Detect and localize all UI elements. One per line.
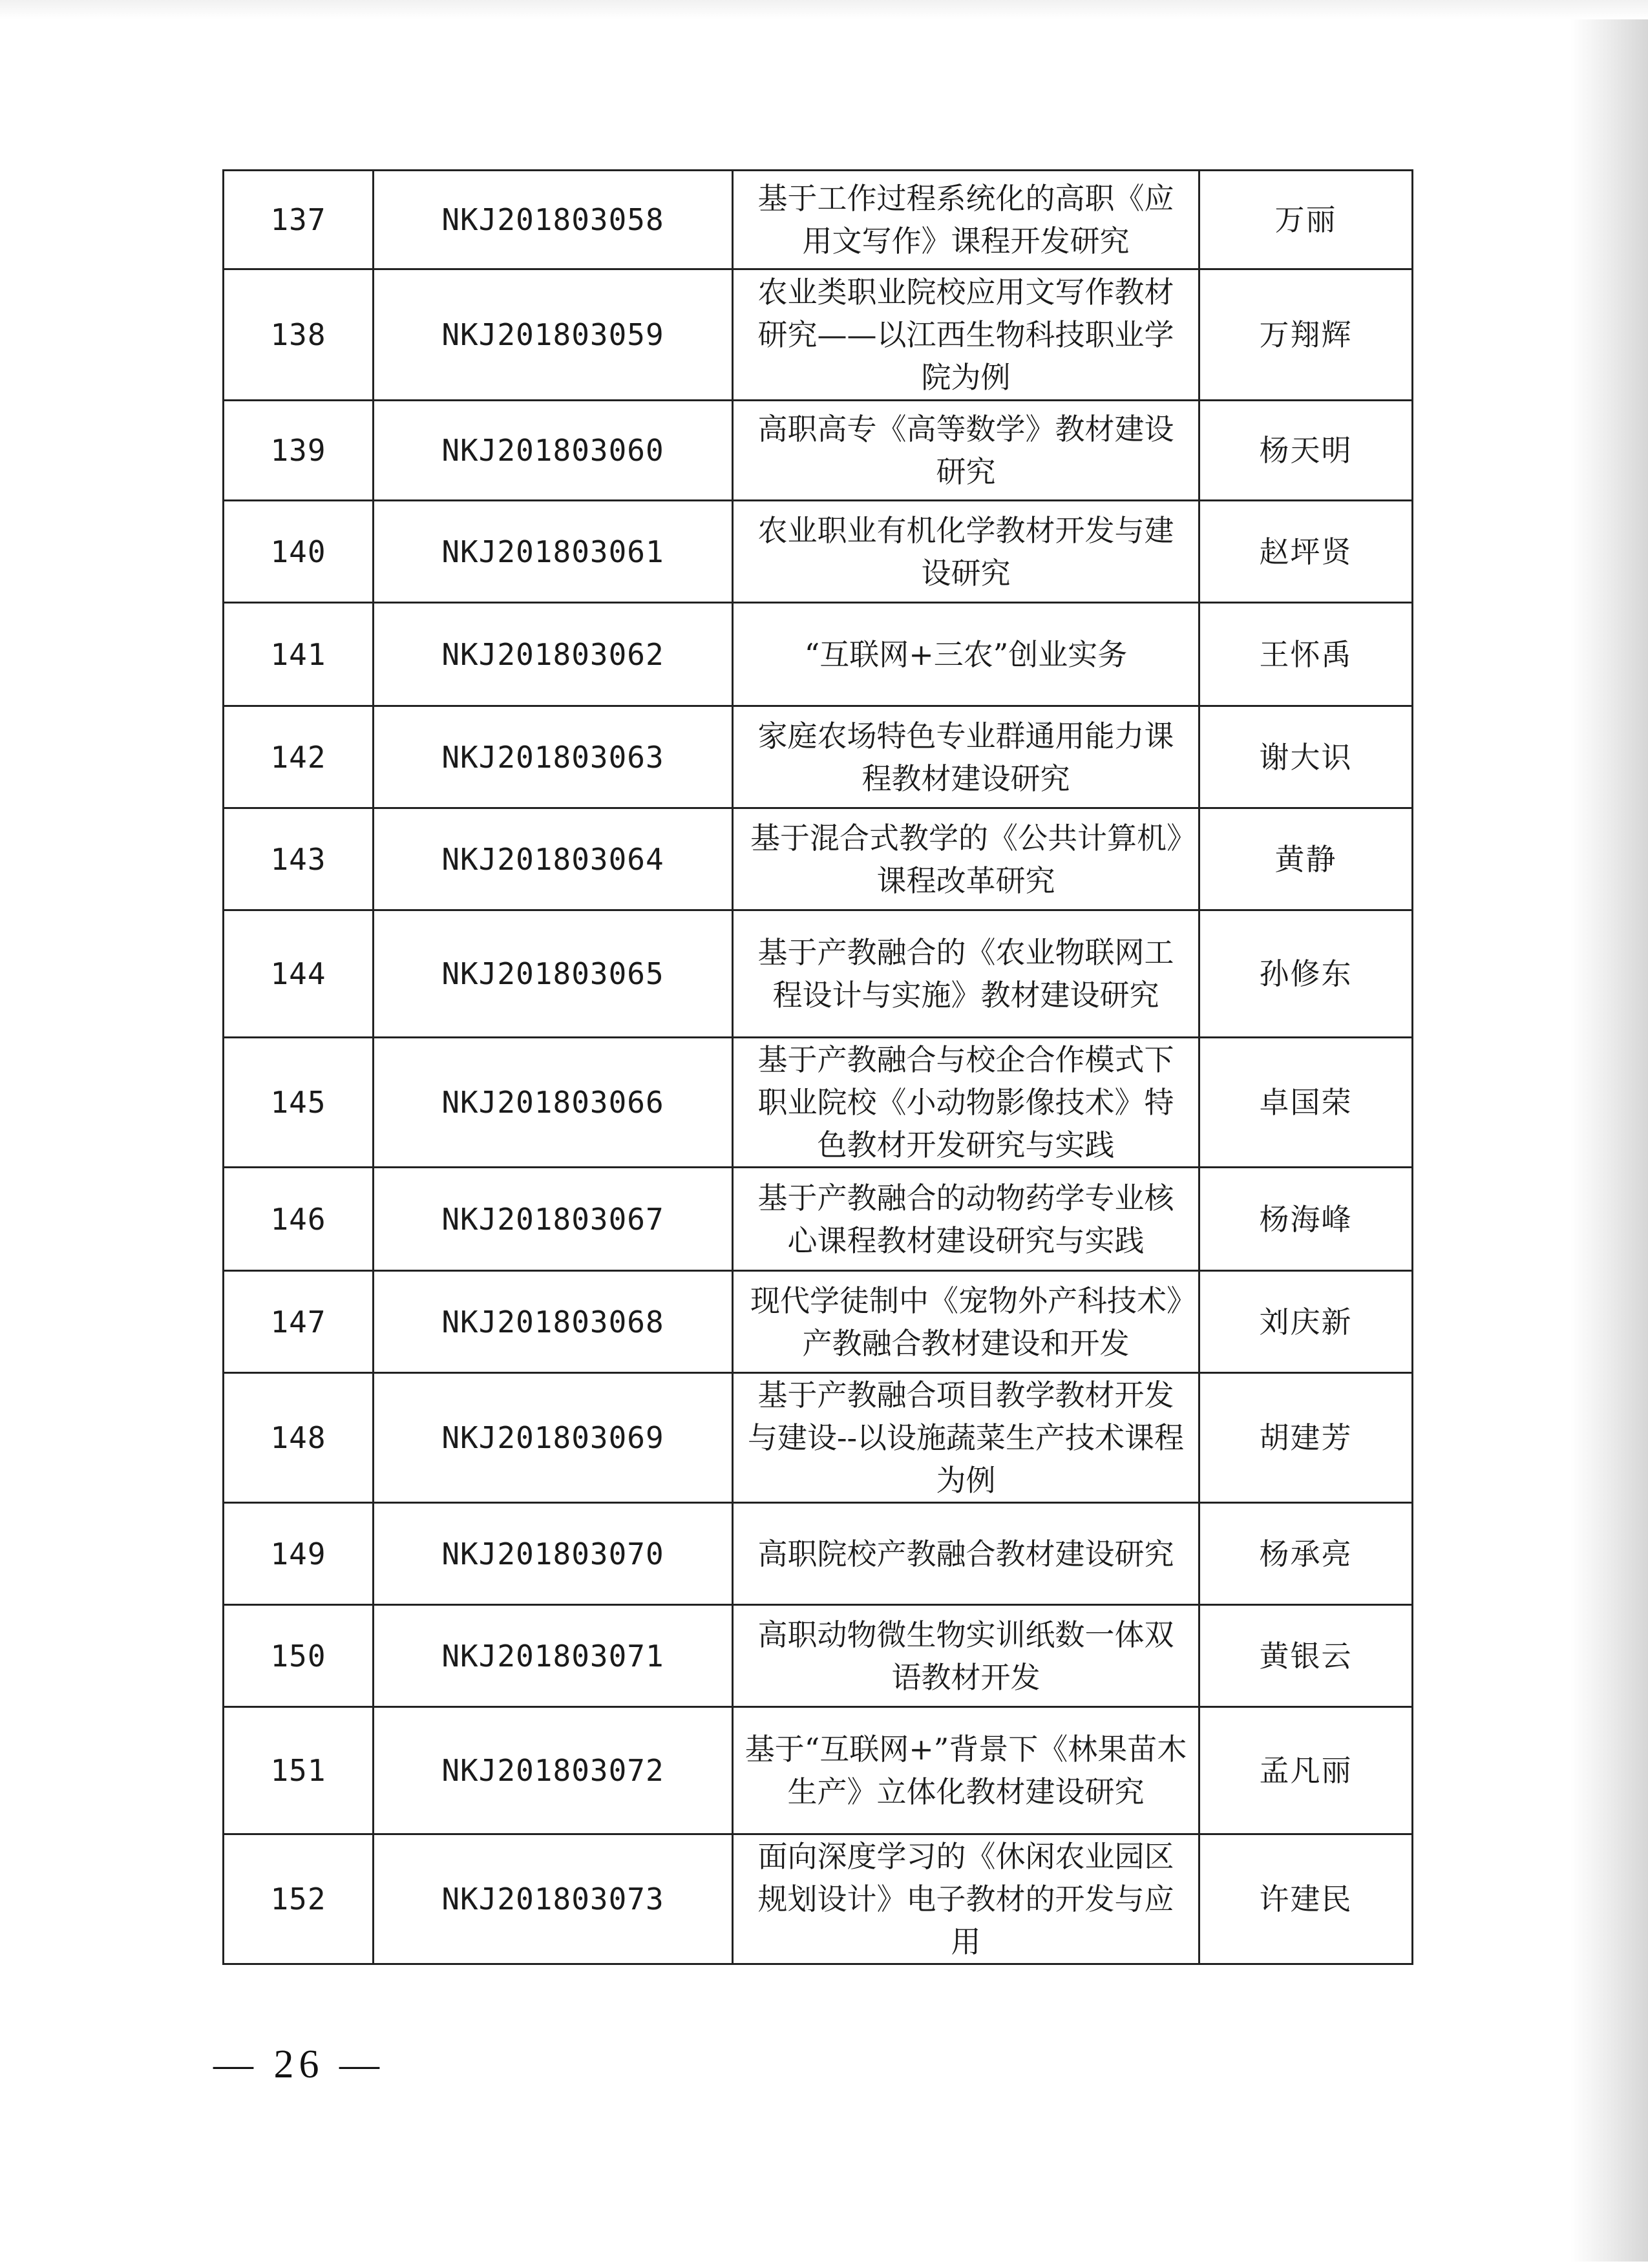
table-row [224,910,1413,1038]
table-row [224,603,1413,706]
row-number: 151 [224,1707,374,1834]
table-row [224,1605,1413,1707]
project-title: “互联网+三农”创业实务 [733,603,1199,706]
project-code: NKJ201803071 [374,1605,733,1707]
project-code: NKJ201803063 [374,706,733,808]
project-leader: 胡建芳 [1199,1373,1413,1503]
project-title: 农业职业有机化学教材开发与建设研究 [733,501,1199,603]
project-leader: 王怀禹 [1199,603,1413,706]
project-title: 基于“互联网+”背景下《林果苗木生产》立体化教材建设研究 [733,1707,1199,1834]
project-code: NKJ201803064 [374,808,733,910]
row-number: 141 [224,603,374,706]
project-code: NKJ201803067 [374,1168,733,1271]
table-row [224,1503,1413,1605]
project-code: NKJ201803069 [374,1373,733,1503]
project-leader: 谢大识 [1199,706,1413,808]
project-leader: 杨海峰 [1199,1168,1413,1271]
project-table-body [224,171,1413,1964]
project-title: 基于产教融合项目教学教材开发与建设--以设施蔬菜生产技术课程为例 [733,1373,1199,1503]
row-number: 138 [224,269,374,401]
row-number: 139 [224,401,374,501]
project-leader: 刘庆新 [1199,1271,1413,1373]
row-number: 145 [224,1038,374,1168]
table-row [224,1707,1413,1834]
project-code: NKJ201803066 [374,1038,733,1168]
project-code: NKJ201803065 [374,910,733,1038]
project-title: 基于产教融合的《农业物联网工程设计与实施》教材建设研究 [733,910,1199,1038]
row-number: 149 [224,1503,374,1605]
project-title: 基于产教融合与校企合作模式下职业院校《小动物影像技术》特色教材开发研究与实践 [733,1038,1199,1168]
scan-shadow [0,0,1648,19]
table-row [224,401,1413,501]
project-leader: 卓国荣 [1199,1038,1413,1168]
project-title: 现代学徒制中《宠物外产科技术》产教融合教材建设和开发 [733,1271,1199,1373]
row-number: 146 [224,1168,374,1271]
table-row [224,706,1413,808]
project-title: 基于产教融合的动物药学专业核心课程教材建设研究与实践 [733,1168,1199,1271]
project-code: NKJ201803068 [374,1271,733,1373]
project-code: NKJ201803070 [374,1503,733,1605]
project-title: 高职动物微生物实训纸数一体双语教材开发 [733,1605,1199,1707]
table-row [224,808,1413,910]
project-leader: 杨天明 [1199,401,1413,501]
project-title: 高职院校产教融合教材建设研究 [733,1503,1199,1605]
project-title: 家庭农场特色专业群通用能力课程教材建设研究 [733,706,1199,808]
project-leader: 万翔辉 [1199,269,1413,401]
project-leader: 黄银云 [1199,1605,1413,1707]
project-title: 面向深度学习的《休闲农业园区规划设计》电子教材的开发与应用 [733,1834,1199,1964]
project-code: NKJ201803060 [374,401,733,501]
row-number: 142 [224,706,374,808]
project-code: NKJ201803072 [374,1707,733,1834]
page-edge-shadow [1570,19,1648,2262]
row-number: 143 [224,808,374,910]
project-leader: 孙修东 [1199,910,1413,1038]
table-row [224,171,1413,269]
project-title: 高职高专《高等数学》教材建设研究 [733,401,1199,501]
project-leader: 孟凡丽 [1199,1707,1413,1834]
project-leader: 赵坪贤 [1199,501,1413,603]
project-table [222,169,1413,1965]
project-leader: 黄静 [1199,808,1413,910]
row-number: 147 [224,1271,374,1373]
table-row [224,1168,1413,1271]
project-code: NKJ201803059 [374,269,733,401]
project-code: NKJ201803062 [374,603,733,706]
project-title: 农业类职业院校应用文写作教材研究——以江西生物科技职业学院为例 [733,269,1199,401]
table-row [224,501,1413,603]
project-code: NKJ201803073 [374,1834,733,1964]
row-number: 150 [224,1605,374,1707]
project-leader: 杨承亮 [1199,1503,1413,1605]
table-row [224,1271,1413,1373]
row-number: 144 [224,910,374,1038]
row-number: 152 [224,1834,374,1964]
page-number: — 26 — [213,2042,385,2086]
table-row [224,269,1413,401]
project-title: 基于混合式教学的《公共计算机》课程改革研究 [733,808,1199,910]
row-number: 137 [224,171,374,269]
project-leader: 万丽 [1199,171,1413,269]
project-title: 基于工作过程系统化的高职《应用文写作》课程开发研究 [733,171,1199,269]
project-code: NKJ201803058 [374,171,733,269]
row-number: 140 [224,501,374,603]
row-number: 148 [224,1373,374,1503]
project-leader: 许建民 [1199,1834,1413,1964]
table-row [224,1038,1413,1168]
project-code: NKJ201803061 [374,501,733,603]
table-row [224,1834,1413,1964]
table-row [224,1373,1413,1503]
